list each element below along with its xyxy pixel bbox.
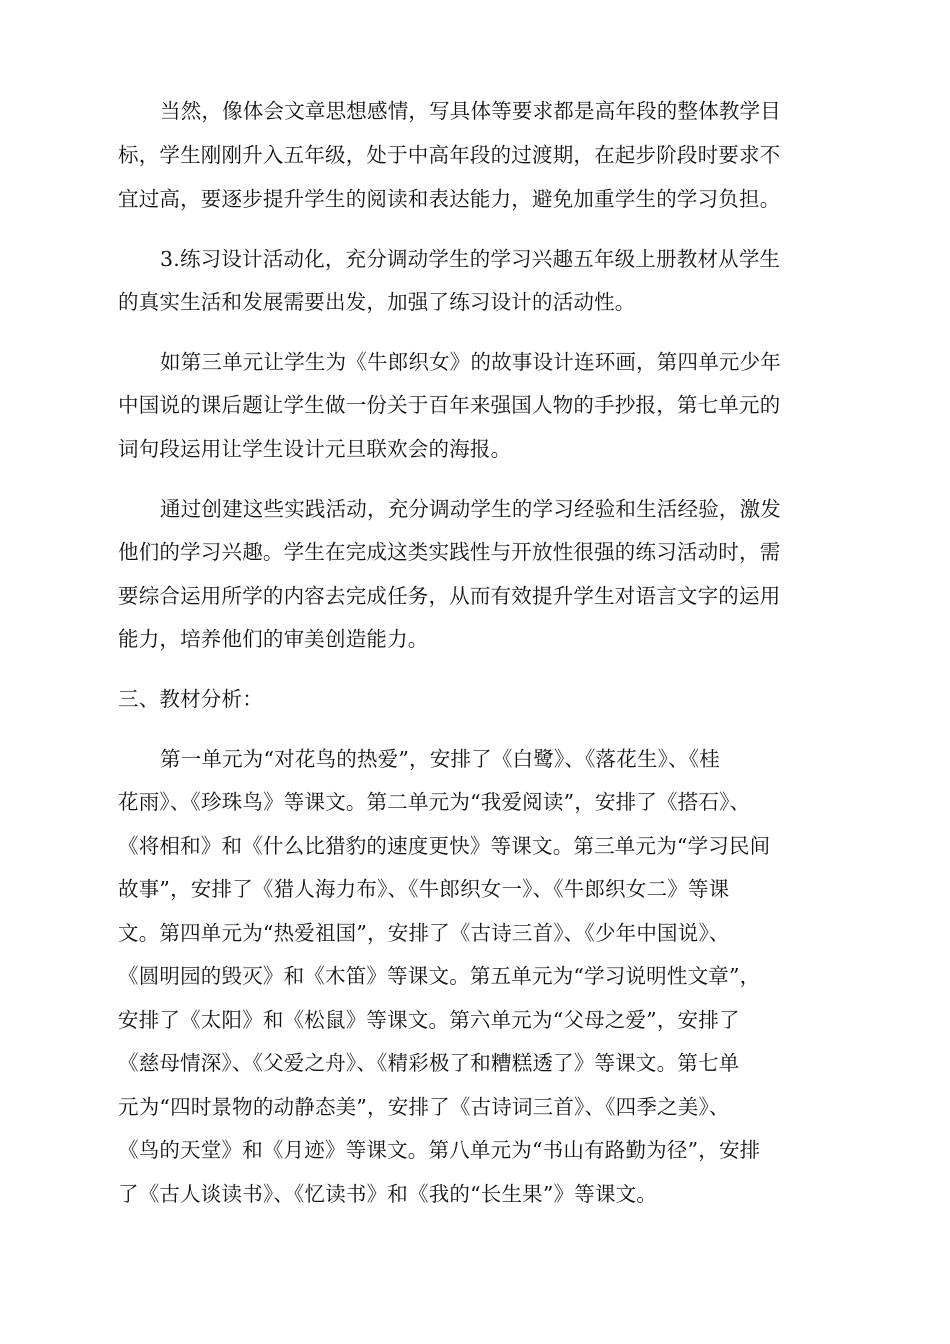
paragraph-4-line-3: 要综合运用所学的内容去完成任务，从而有效提升学生对语言文字的运用 (118, 584, 781, 608)
paragraph-1-line-2: 标，学生刚刚升入五年级，处于中高年段的过渡期，在起步阶段时要求不 (118, 143, 781, 167)
section-heading: 三、教材分析： (118, 687, 263, 711)
paragraph-5-line-9: 元为“四时景物的动静态美”，安排了《古诗词三首》、《四季之美》、 (118, 1095, 730, 1119)
paragraph-5-line-11: 了《古人谈读书》、《忆读书》和《我的“长生果”》等课文。 (118, 1182, 658, 1206)
paragraph-3-line-3: 词句段运用让学生设计元旦联欢会的海报。 (118, 437, 512, 461)
paragraph-1-line-1: 当然，像体会文章思想感情，写具体等要求都是高年段的整体教学目 (160, 99, 781, 123)
paragraph-5-line-2: 花雨》、《珍珠鸟》等课文。第二单元为“我爱阅读”，安排了《搭石》、 (118, 790, 751, 814)
paragraph-5-line-10: 《鸟的天堂》和《月迹》等课文。第八单元为“书山有路勤为径”，安排 (118, 1138, 761, 1162)
paragraph-4-line-1: 通过创建这些实践活动，充分调动学生的学习经验和生活经验，激发 (160, 497, 781, 521)
paragraph-2-line-1: 3.练习设计活动化，充分调动学生的学习兴趣五年级上册教材从学生 (160, 247, 781, 271)
paragraph-3-line-2: 中国说的课后题让学生做一份关于百年来强国人物的手抄报，第七单元的 (118, 393, 781, 417)
paragraph-5-line-1: 第一单元为“对花鸟的热爱”，安排了《白鹭》、《落花生》、《桂 (160, 747, 720, 771)
paragraph-5-line-7: 安排了《太阳》和《松鼠》等课文。第六单元为“父母之爱”，安排了 (118, 1008, 740, 1032)
paragraph-5-line-6: 《圆明园的毁灭》和《木笛》等课文。第五单元为“学习说明性文章”， (118, 964, 761, 988)
paragraph-5-line-8: 《慈母情深》、《父爱之舟》、《精彩极了和糟糕透了》等课文。第七单 (118, 1051, 740, 1075)
paragraph-5-line-4: 故事”，安排了《猎人海力布》、《牛郎织女一》、《牛郎织女二》等课 (118, 877, 730, 901)
paragraph-4-line-4: 能力，培养他们的审美创造能力。 (118, 627, 429, 651)
paragraph-3-line-1: 如第三单元让学生为《牛郎织女》的故事设计连环画，第四单元少年 (160, 350, 781, 374)
paragraph-5-line-3: 《将相和》和《什么比猎豹的速度更快》等课文。第三单元为“学习民间 (118, 834, 771, 858)
paragraph-4-line-2: 他们的学习兴趣。学生在完成这类实践性与开放性很强的练习活动时，需 (118, 540, 781, 564)
paragraph-5-line-5: 文。第四单元为“热爱祖国”，安排了《古诗三首》、《少年中国说》、 (118, 921, 730, 945)
paragraph-2-line-2: 的真实生活和发展需要出发，加强了练习设计的活动性。 (118, 290, 636, 314)
paragraph-1-line-3: 宜过高，要逐步提升学生的阅读和表达能力，避免加重学生的学习负担。 (118, 187, 781, 211)
